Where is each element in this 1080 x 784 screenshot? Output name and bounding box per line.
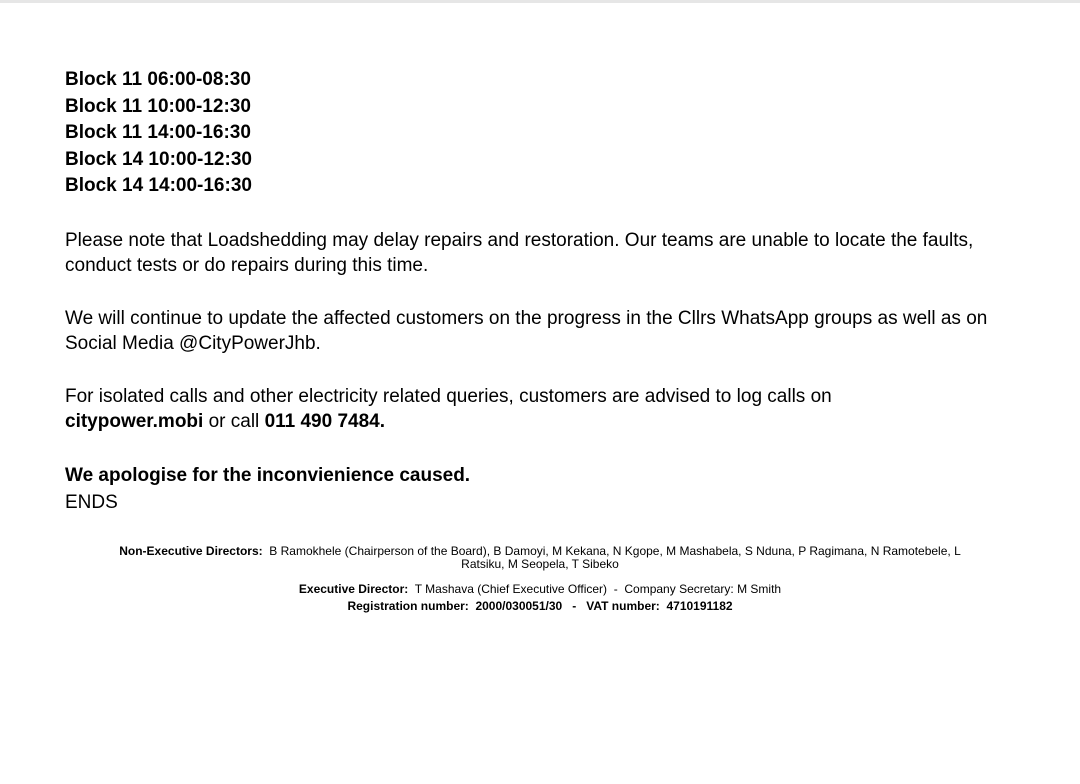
block-entry: Block 14 10:00-12:30 — [65, 148, 252, 170]
queries-intro: For isolated calls and other electricity related queries, customers are advised to log calls on — [65, 385, 832, 407]
reg-label: Registration number: — [347, 599, 469, 613]
exec-name: T Mashava (Chief Executive Officer) — [414, 582, 608, 596]
footer-non-executive-directors — [100, 545, 980, 571]
block-entry: Block 11 10:00-12:30 — [65, 95, 251, 117]
reg-number: 2000/030051/30 — [475, 599, 563, 613]
loadshedding-block-list — [65, 67, 1025, 200]
vat-label: VAT number: — [586, 599, 660, 613]
non-exec-names: B Ramokhele (Chairperson of the Board), B Damoyi, M Kekana, N Kgope, M Mashabela, S Nduna, P Ragimana, N Ramotebele, L Ratsiku, M Seopela, T Sibeko — [269, 544, 961, 571]
block-entry: Block 11 06:00-08:30 — [65, 69, 251, 90]
footer-executive-director — [0, 583, 1080, 596]
loadshedding-note: Please note that Loadshedding may delay repairs and restoration. Our teams are unable to locate the faults, conduct tests or do repairs during this time. — [65, 229, 974, 276]
block-entry: Block 14 14:00-16:30 — [65, 175, 252, 196]
update-note: We will continue to update the affected customers on the progress in the Cllrs WhatsApp groups as well as on Social Media @CityPowerJhb. — [65, 307, 988, 354]
ends-marker: ENDS — [65, 491, 118, 513]
non-exec-label: Non-Executive Directors: — [119, 544, 263, 558]
document-body — [65, 67, 1025, 516]
queries-or-call: or call — [203, 410, 265, 432]
exec-label: Executive Director: — [298, 582, 409, 596]
block-entry: Block 11 14:00-16:30 — [65, 122, 251, 143]
citypower-site-link[interactable]: citypower.mobi — [65, 410, 204, 432]
phone-number: 011 490 7484. — [264, 410, 386, 432]
vat-number: 4710191182 — [666, 599, 733, 613]
queries-note — [65, 384, 1025, 434]
footer-separator: - — [572, 599, 577, 613]
footer-registration — [0, 600, 1080, 613]
footer-separator: - — [613, 582, 618, 596]
apology-statement: We apologise for the inconvienience caused. — [65, 464, 471, 486]
top-border — [0, 0, 1080, 3]
company-secretary: Company Secretary: M Smith — [624, 582, 782, 596]
